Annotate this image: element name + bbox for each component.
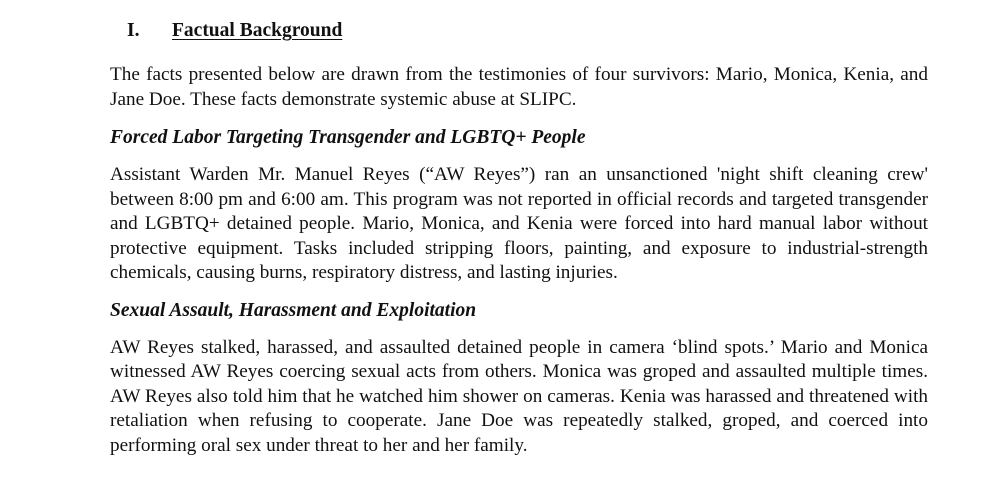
intro-paragraph: The facts presented below are drawn from the testimonies of four survivors: Mario, Monica, Kenia, and Jane Doe. These facts demonstrate systemic abuse at SLIPC. — [110, 64, 928, 110]
section-number: I. — [127, 20, 140, 41]
section-title: Factual Background — [172, 20, 343, 41]
forced-labor-paragraph: Assistant Warden Mr. Manuel Reyes (“AW Reyes”) ran an unsanctioned 'night shift cleaning crew' between 8:00 pm and 6:00 am. This program was not reported in official records and targeted transgender and LGBTQ+ detained people. Mario, Monica, and Kenia were forced into hard manual labor without protective equipment. Tasks included stripping floors, painting, and exposure to industrial-strength chemicals, causing burns, respiratory distress, and lasting injuries. — [110, 164, 928, 283]
subsection-heading-forced-labor: Forced Labor Targeting Transgender and LGBTQ+ People — [110, 127, 586, 148]
document-page — [110, 18, 928, 458]
sexual-assault-paragraph: AW Reyes stalked, harassed, and assaulted detained people in camera ‘blind spots.’ Mario and Monica witnessed AW Reyes coercing sexual acts from others. Monica was groped and assaulted multiple times. AW Reyes also told him that he watched him shower on cameras. Kenia was harassed and threatened with retaliation when refusing to cooperate. Jane Doe was repeatedly stalked, groped, and coerced into performing oral sex under threat to her and her family. — [110, 336, 928, 456]
section-heading — [110, 18, 928, 48]
subsection-heading-sexual-assault: Sexual Assault, Harassment and Exploitation — [110, 299, 477, 321]
